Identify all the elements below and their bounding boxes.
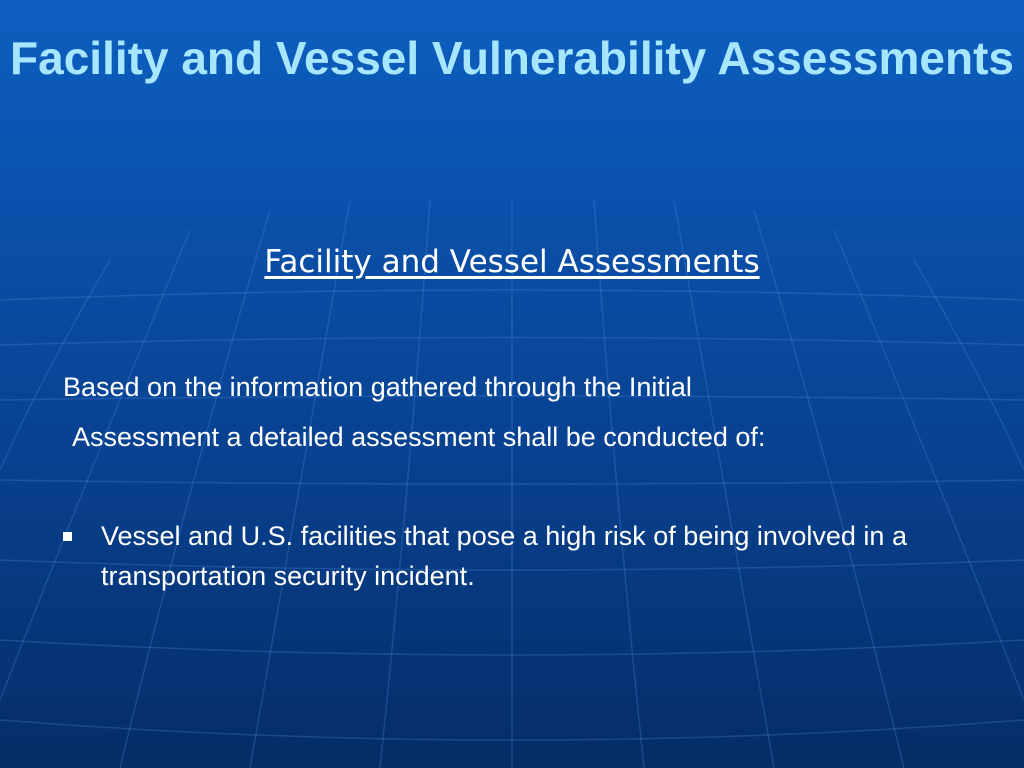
intro-text-line-1: Based on the information gathered through the Initial bbox=[63, 372, 692, 402]
slide-subtitle bbox=[0, 244, 1024, 280]
subtitle-text: Facility and Vessel Assessments bbox=[264, 244, 760, 280]
slide-title: Facility and Vessel Vulnerability Assessments bbox=[10, 32, 1014, 84]
intro-text-line-2: Assessment a detailed assessment shall be conducted of: bbox=[72, 422, 766, 452]
square-bullet-icon bbox=[63, 532, 72, 541]
bullet-text: Vessel and U.S. facilities that pose a high risk of being involved in a transportation security incident. bbox=[101, 521, 907, 591]
